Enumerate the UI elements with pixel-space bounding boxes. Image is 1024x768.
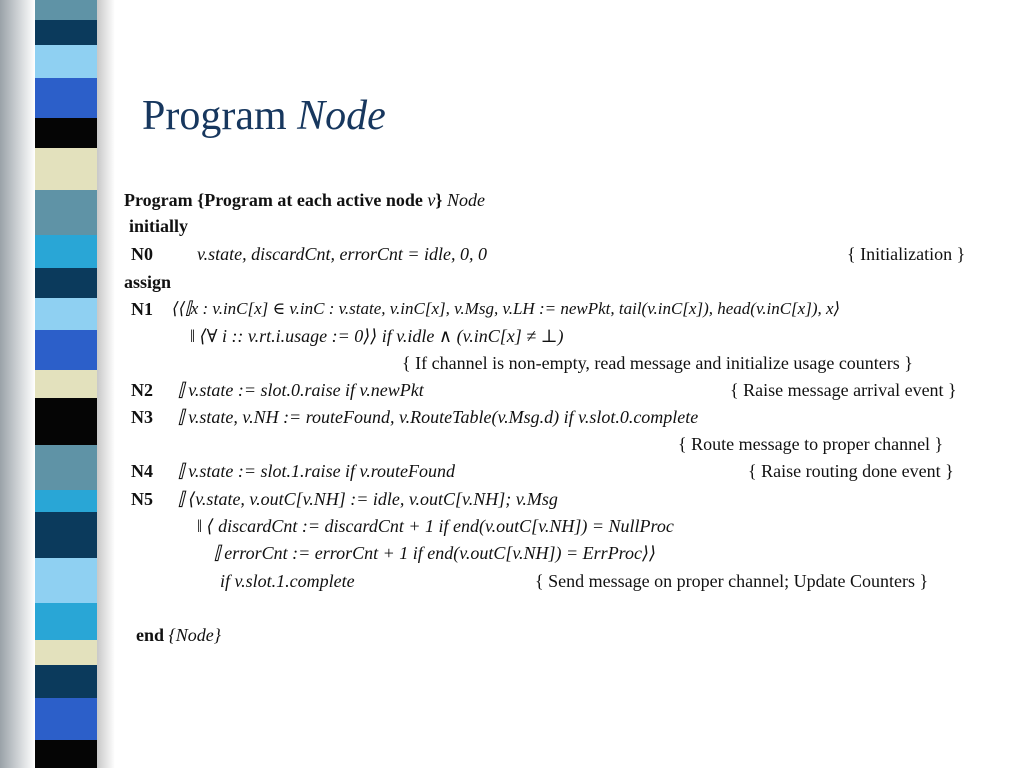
- n0-label: N0: [131, 244, 153, 264]
- n4-comment: { Raise routing done event }: [748, 461, 954, 481]
- initially-keyword: initially: [129, 216, 189, 236]
- n5-comment: { Send message on proper channel; Update Counters }: [535, 571, 929, 591]
- n1-code-2: ‖ ⟨∀ i :: v.rt.i.usage := 0⟩⟩ if v.idle ∧ (v.inC[x] ≠ ⊥): [190, 326, 564, 346]
- n5-label: N5: [131, 489, 153, 509]
- n5-code-2: ‖ ⟨ discardCnt := discardCnt + 1 if end(v.outC[v.NH]) = NullProc: [197, 516, 674, 536]
- n1-code: ⟨⟨⫿x : v.inC[x] ∈ v.inC : v.state, v.inC[x], v.Msg, v.LH := newPkt, tail(v.inC[x]), head(v.inC[x]), x⟩: [172, 299, 841, 318]
- n5-code: ⫿ ⟨v.state, v.outC[v.NH] := idle, v.outC[v.NH]; v.Msg: [178, 489, 558, 509]
- title-plain: Program: [142, 93, 287, 139]
- n0-code: v.state, discardCnt, errorCnt = idle, 0, 0: [197, 244, 487, 264]
- n2-label: N2: [131, 380, 153, 400]
- title-italic: Node: [297, 93, 386, 139]
- n4-code: ⫿ v.state := slot.1.raise if v.routeFound: [178, 461, 456, 481]
- n1-label: N1: [131, 299, 153, 319]
- program-header-close: }: [435, 190, 443, 210]
- end-name: {Node}: [168, 625, 221, 645]
- n3-comment: { Route message to proper channel }: [678, 434, 944, 454]
- n5-code-3: ⫿ errorCnt := errorCnt + 1 if end(v.outC[v.NH]) = ErrProc⟩⟩: [214, 543, 657, 563]
- n3-label: N3: [131, 407, 153, 427]
- n0-comment: { Initialization }: [847, 244, 966, 264]
- n4-label: N4: [131, 461, 153, 481]
- program-header: [124, 190, 485, 211]
- program-header-v: v: [427, 190, 436, 210]
- n2-comment: { Raise message arrival event }: [730, 380, 957, 400]
- n1-comment: { If channel is non-empty, read message and initialize usage counters }: [402, 353, 913, 373]
- n2-code: ⫿ v.state := slot.0.raise if v.newPkt: [178, 380, 424, 400]
- program-header-text: Program {Program at each active node: [124, 190, 423, 210]
- n3-code: ⫿ v.state, v.NH := routeFound, v.RouteTable(v.Msg.d) if v.slot.0.complete: [178, 407, 699, 427]
- end-keyword: end: [136, 625, 165, 645]
- program-header-name: Node: [446, 190, 485, 210]
- end-line: [136, 625, 221, 646]
- n5-code-4: if v.slot.1.complete: [220, 571, 355, 591]
- assign-keyword: assign: [124, 272, 172, 292]
